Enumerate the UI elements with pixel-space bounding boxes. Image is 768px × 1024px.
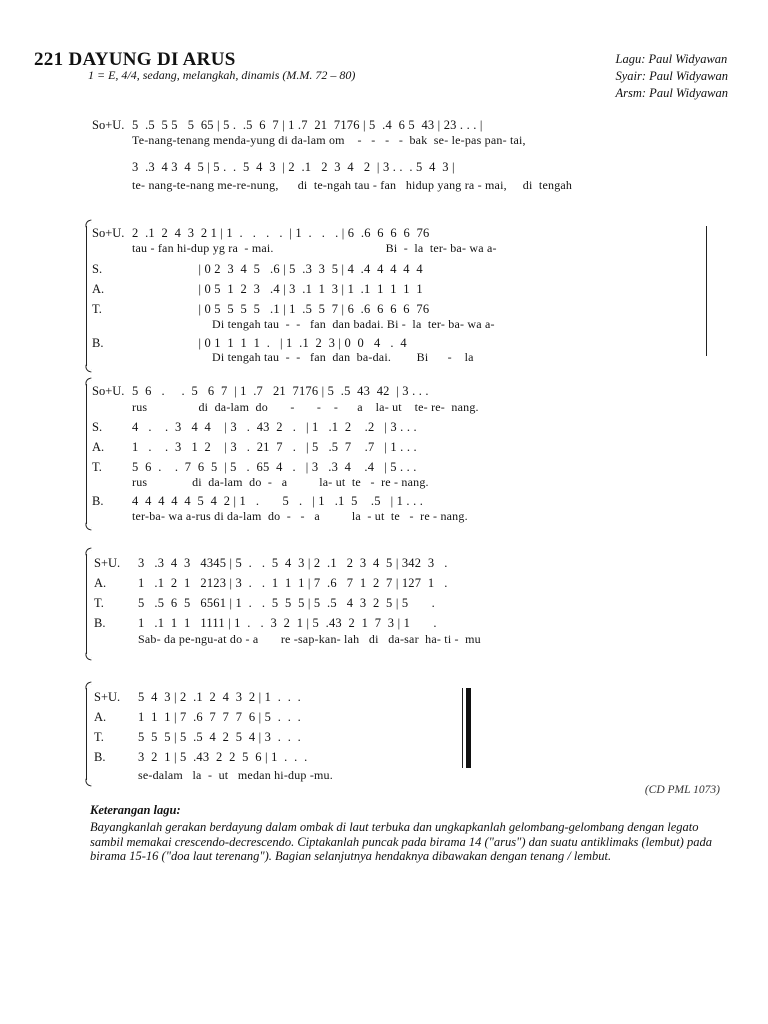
notation-line: 1 1 1 | 7 .6 7 7 7 6 | 5 . . . [138, 710, 302, 724]
notation-line: 4 . . 3 4 4 | 3 . 43 2 . | 1 .1 2 .2 | 3 . . . [132, 420, 417, 434]
final-thin-barline [462, 688, 463, 768]
voice-label: A. [94, 710, 107, 724]
voice-label: S+U. [94, 690, 121, 704]
notation-line: 4 4 4 4 4 5 4 2 | 1 . 5 . | 1 .1 5 .5 | 1 . . . [132, 494, 424, 508]
voice-label: S. [92, 262, 103, 276]
voice-label: T. [92, 302, 102, 316]
voice-label: So+U. [92, 384, 125, 398]
voice-label: T. [94, 730, 104, 744]
final-thick-barline [466, 688, 471, 768]
notation-line: | 0 5 1 2 3 .4 | 3 .1 1 3 | 1 .1 1 1 1 1 [132, 282, 423, 296]
lyric-line: se-dalam la - ut medan hi-dup -mu. [138, 768, 333, 782]
voice-label: S. [92, 420, 103, 434]
notation-line: 1 .1 2 1 2123 | 3 . . 1 1 1 | 7 .6 7 1 2 7 | 127 1 . [138, 576, 448, 590]
notation-line: 1 . . 3 1 2 | 3 . 21 7 . | 5 .5 7 .7 | 1 . . . [132, 440, 417, 454]
lyric-line: Di tengah tau - - fan dan badai. Bi - la ter- ba- wa a- [132, 317, 495, 331]
notation-line: 3 .3 4 3 4 5 | 5 . . 5 4 3 | 2 .1 2 3 4 2 | 3 . . . 5 4 3 | [132, 160, 455, 174]
system-bracket [86, 554, 87, 654]
notation-line: 1 .1 1 1 1111 | 1 . . 3 2 1 | 5 .43 2 1 7 3 | 1 . [138, 616, 437, 630]
cd-reference: (CD PML 1073) [644, 784, 720, 796]
notation-line: 3 2 1 | 5 .43 2 2 5 6 | 1 . . . [138, 750, 308, 764]
song-title: 221 DAYUNG DI ARUS [34, 49, 236, 70]
notation-line: 5 .5 6 5 6561 | 1 . . 5 5 5 | 5 .5 4 3 2 5 | 5 . [138, 596, 435, 610]
composer-credit: Lagu: Paul Widyawan [615, 52, 728, 66]
lyric-line: Di tengah tau - - fan dan ba-dai. Bi - la [132, 350, 474, 364]
lyric-line: rus di da-lam do - - - a la- ut te- re- nang. [132, 400, 479, 414]
notation-line: 5 6 . . 5 6 7 | 1 .7 21 7176 | 5 .5 43 42 | 3 . . . [132, 384, 429, 398]
notation-line: 5 4 3 | 2 .1 2 4 3 2 | 1 . . . [138, 690, 302, 704]
voice-label: T. [92, 460, 102, 474]
lyric-line: te- nang-te-nang me-re-nung, di te-ngah tau - fan hidup yang ra - mai, di tengah [132, 178, 573, 192]
song-notes-title: Keterangan lagu: [90, 803, 181, 817]
notation-line: 5 5 5 | 5 .5 4 2 5 4 | 3 . . . [138, 730, 302, 744]
lyricist-credit: Syair: Paul Widyawan [615, 69, 728, 83]
song-key-tempo: 1 = E, 4/4, sedang, melangkah, dinamis (M.M. 72 – 80) [88, 68, 356, 82]
voice-label: A. [92, 440, 105, 454]
system-bracket [86, 384, 87, 524]
voice-label: B. [92, 336, 104, 350]
arranger-credit: Arsm: Paul Widyawan [615, 86, 728, 100]
system-end-barline [706, 226, 707, 356]
notation-line: 2 .1 2 4 3 2 1 | 1 . . . . | 1 . . . | 6 .6 6 6 6 76 [132, 226, 430, 240]
voice-label: B. [92, 494, 104, 508]
lyric-line: rus di da-lam do - a la- ut te - re - nang. [132, 475, 429, 489]
lyric-line: Sab- da pe-ngu-at do - a re -sap-kan- lah di da-sar ha- ti - mu [138, 632, 481, 646]
notation-line: | 0 5 5 5 5 .1 | 1 .5 5 7 | 6 .6 6 6 6 76 [132, 302, 430, 316]
system-bracket [86, 226, 87, 366]
lyric-line: Te-nang-tenang menda-yung di da-lam om - - - - bak se- le-pas pan- tai, [132, 133, 526, 147]
voice-label: B. [94, 616, 106, 630]
lyric-line: ter-ba- wa a-rus di da-lam do - - a la - ut te - re - nang. [132, 509, 468, 523]
notation-line: 3 .3 4 3 4345 | 5 . . 5 4 3 | 2 .1 2 3 4 5 | 342 3 . [138, 556, 448, 570]
notation-line: | 0 2 3 4 5 .6 | 5 .3 3 5 | 4 .4 4 4 4 4 [132, 262, 423, 276]
voice-label: B. [94, 750, 106, 764]
notation-line: 5 .5 5 5 5 65 | 5 . .5 6 7 | 1 .7 21 7176 | 5 .4 6 5 43 | 23 . . . | [132, 118, 483, 132]
song-notes-body: Bayangkanlah gerakan berdayung dalam ombak di laut terbuka dan ungkapkanlah gelombang-gelombang dengan legato sambil memakai crescendo-decrescendo. Ciptakanlah puncak pada birama 14 ("arus") dan suatu antiklimaks (lembut) pada birama 15-16 ("doa laut terenang"). Bagian selanjutnya hendaknya dibawakan dengan tenang / lembut. [90, 820, 712, 863]
voice-label: So+U. [92, 118, 125, 132]
system-bracket [86, 688, 87, 780]
voice-label: So+U. [92, 226, 125, 240]
lyric-line: tau - fan hi-dup yg ra - mai. Bi - la ter- ba- wa a- [132, 241, 497, 255]
voice-label: A. [92, 282, 105, 296]
voice-label: T. [94, 596, 104, 610]
song-credits [616, 51, 729, 102]
notation-line: | 0 1 1 1 1 . | 1 .1 2 3 | 0 0 4 . 4 [132, 336, 407, 350]
voice-label: S+U. [94, 556, 121, 570]
notation-line: 5 6 . . 7 6 5 | 5 . 65 4 . | 3 .3 4 .4 | 5 . . . [132, 460, 417, 474]
voice-label: A. [94, 576, 107, 590]
